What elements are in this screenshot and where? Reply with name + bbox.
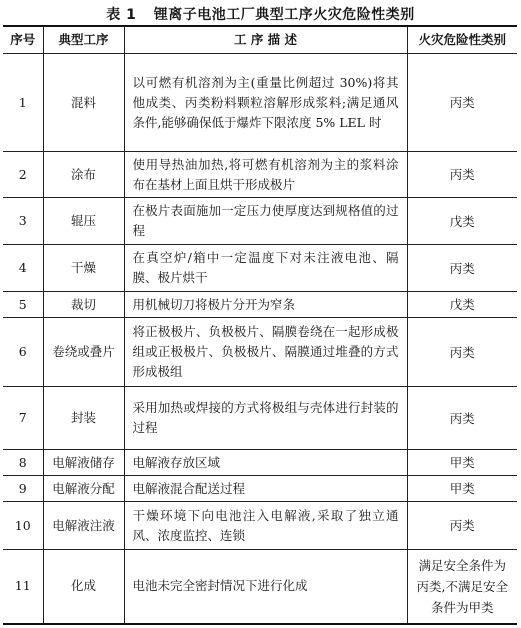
row-description: 以可燃有机溶剂为主(重量比例超过 30%)将其他成类、丙类粉料颗粒溶解形成浆料;满足通风条件,能够确保低于爆炸下限浓度 5% LEL 时 <box>124 54 407 152</box>
row-process: 电解液分配 <box>43 476 124 502</box>
row-description: 电解液混合配送过程 <box>124 476 407 502</box>
row-description: 用机械切刀将极片分开为窄条 <box>124 292 407 318</box>
table-row <box>3 318 517 387</box>
row-no: 10 <box>3 502 43 550</box>
row-description: 采用加热或焊接的方式将极组与壳体进行封装的过程 <box>124 387 407 450</box>
row-no: 5 <box>3 292 43 318</box>
header-description: 工 序 描 述 <box>124 26 407 54</box>
row-no: 2 <box>3 152 43 198</box>
header-process: 典型工序 <box>43 26 124 54</box>
row-description: 将正极极片、负极极片、隔膜卷绕在一起形成极组或正极极片、负极极片、隔膜通过堆叠的方式形成极组 <box>124 318 407 387</box>
row-risk-class: 甲类 <box>407 450 517 476</box>
row-description: 电解液存放区域 <box>124 450 407 476</box>
row-risk-class: 丙类 <box>407 54 517 152</box>
row-process: 化成 <box>43 550 124 624</box>
row-description: 在真空炉/箱中一定温度下对未注液电池、隔膜、极片烘干 <box>124 245 407 292</box>
row-process: 封装 <box>43 387 124 450</box>
row-description: 干燥环境下向电池注入电解液,采取了独立通风、浓度监控、连锁 <box>124 502 407 550</box>
row-process: 涂布 <box>43 152 124 198</box>
table-caption <box>0 4 521 24</box>
table-header-row <box>3 26 517 54</box>
table-row <box>3 245 517 292</box>
row-process: 混料 <box>43 54 124 152</box>
fire-hazard-table <box>3 25 517 625</box>
table-row <box>3 387 517 450</box>
table-row <box>3 54 517 152</box>
row-risk-class: 丙类 <box>407 245 517 292</box>
row-description: 使用导热油加热,将可燃有机溶剂为主的浆料涂布在基材上面且烘干形成极片 <box>124 152 407 198</box>
table-row <box>3 198 517 245</box>
row-no: 6 <box>3 318 43 387</box>
row-no: 11 <box>3 550 43 624</box>
row-description: 在极片表面施加一定压力使厚度达到规格值的过程 <box>124 198 407 245</box>
row-process: 辊压 <box>43 198 124 245</box>
row-risk-class: 丙类 <box>407 318 517 387</box>
row-no: 1 <box>3 54 43 152</box>
row-no: 3 <box>3 198 43 245</box>
table-title: 锂离子电池工厂典型工序火灾危险性类别 <box>153 7 415 23</box>
row-no: 4 <box>3 245 43 292</box>
row-process: 电解液储存 <box>43 450 124 476</box>
row-risk-class: 戊类 <box>407 292 517 318</box>
row-process: 干燥 <box>43 245 124 292</box>
row-no: 9 <box>3 476 43 502</box>
table-row <box>3 502 517 550</box>
row-process: 裁切 <box>43 292 124 318</box>
header-risk-class: 火灾危险性类别 <box>407 26 517 54</box>
table-row <box>3 152 517 198</box>
row-risk-class: 满足安全条件为丙类,不满足安全条件为甲类 <box>407 550 517 624</box>
row-risk-class: 戊类 <box>407 198 517 245</box>
row-description: 电池未完全密封情况下进行化成 <box>124 550 407 624</box>
row-no: 8 <box>3 450 43 476</box>
row-risk-class: 甲类 <box>407 476 517 502</box>
table-row <box>3 476 517 502</box>
table-row <box>3 450 517 476</box>
row-process: 卷绕或叠片 <box>43 318 124 387</box>
header-no: 序号 <box>3 26 43 54</box>
row-risk-class: 丙类 <box>407 502 517 550</box>
row-process: 电解液注液 <box>43 502 124 550</box>
table-number: 表 1 <box>106 7 137 23</box>
table-row <box>3 292 517 318</box>
row-no: 7 <box>3 387 43 450</box>
row-risk-class: 丙类 <box>407 152 517 198</box>
row-risk-class: 丙类 <box>407 387 517 450</box>
table-row <box>3 550 517 624</box>
